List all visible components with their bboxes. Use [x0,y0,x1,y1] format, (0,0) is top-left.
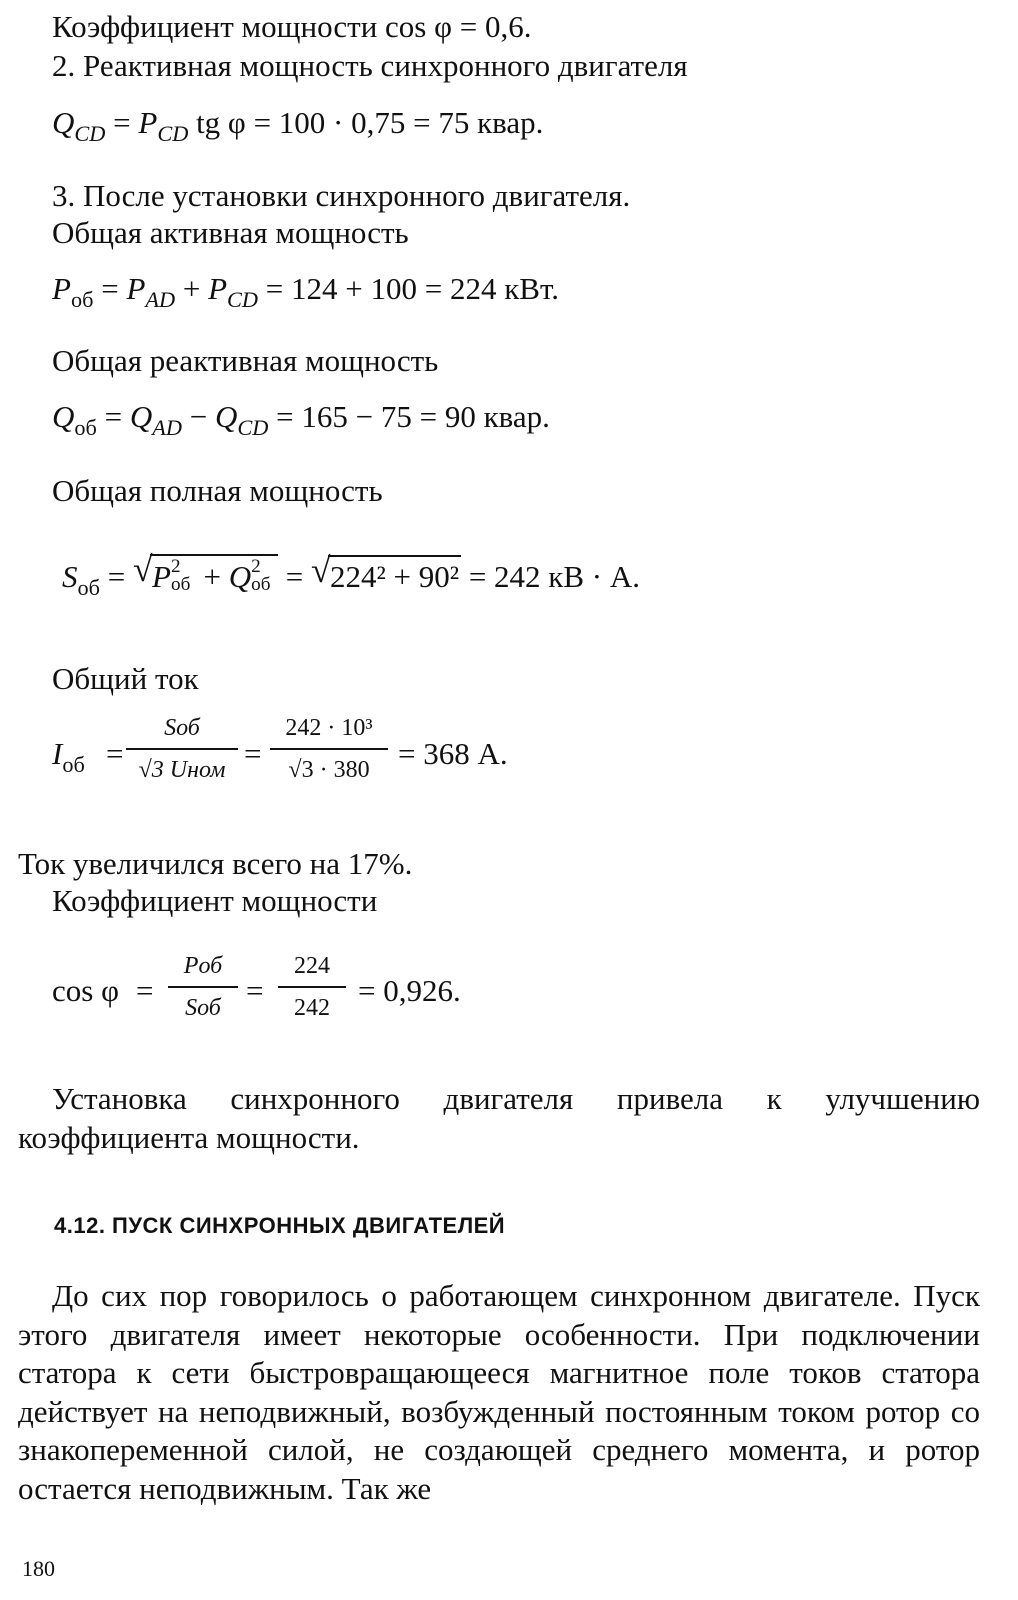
formula-lhs: cos φ [52,973,119,1008]
formula-qcd [52,104,543,153]
subscript: CD [74,120,106,146]
text-line: Ток увеличился всего на 17%. [18,846,413,881]
fraction [126,714,238,784]
conclusion-paragraph: Установка синхронного двигателя привела к улучшению коэффициента мощности. [18,1081,980,1155]
radicand [150,554,278,597]
denominator: √3 · 380 [288,757,370,783]
fraction-bar [126,748,238,750]
subscript: CD [227,286,259,312]
square-root [133,548,278,597]
numerator: Sоб [164,715,200,741]
sup-sub [251,556,276,595]
numerator: Pоб [183,953,223,979]
operator: − [182,399,216,434]
radical-sign: √ [133,548,153,589]
text-line: 2. Реактивная мощность синхронного двигателя [52,48,688,83]
radical-sign: √ [310,549,331,590]
text-line: Общая активная мощность [52,215,409,250]
superscript: 2 [251,556,261,578]
section-heading: 4.12. ПУСК СИНХРОННЫХ ДВИГАТЕЛЕЙ [54,1213,506,1238]
formula-pob [52,270,559,319]
operator: = [244,736,262,771]
text-line: Общая реактивная мощность [52,343,439,378]
subscript: AD [152,414,183,440]
text-line: Коэффициент мощности [52,883,378,918]
text-line: Общий ток [52,661,199,696]
operator: = [100,559,133,594]
subscript: об [170,573,191,595]
formula-qob [52,398,550,447]
formula-rest: tg φ = 100 · 0,75 = 75 квар. [188,105,544,140]
square-root [310,549,461,597]
fraction-bar [278,986,346,988]
formula-rest: = 242 кВ · А. [461,559,640,594]
symbol: S [62,559,78,594]
page-number: 180 [22,1556,55,1581]
operator: = [96,399,130,434]
body-paragraph: До сих пор говорилось о работающем синхронном двигателе. Пуск этого двигателя имеет некоторые особенности. При подключении статора к сети быстровращающееся магнитное поле токов статора действует на неподвижный, возбужденный постоянным током ротор со знакопеременной силой, не создающей среднего момента, и ротор остается неподвижным. Так же [18,1278,980,1506]
radicand: 224² + 90² [328,555,461,597]
text-line: 3. После установки синхронного двигателя. [52,178,631,213]
subscript: об [251,573,271,595]
formula-sob [62,548,640,607]
numerator: 224 [294,953,330,979]
text-line: Коэффициент мощности cos φ = 0,6. [52,9,532,44]
fraction-bar [168,986,238,988]
symbol: P [208,271,228,306]
denominator: Sоб [185,995,221,1021]
subscript: AD [145,286,176,312]
operator: + [195,559,229,594]
symbol: Q [228,559,252,594]
subscript: CD [157,120,189,146]
denominator: √3 Uном [138,757,226,783]
operator: = [277,559,311,594]
formula-rest: = 0,926. [358,973,461,1008]
symbol: Q [129,399,153,434]
symbol: P [152,559,171,594]
symbol: P [138,105,158,140]
formula-rest: = 124 + 100 = 224 кВт. [258,271,559,306]
denominator: 242 [294,995,330,1021]
fraction-bar [270,748,388,750]
subscript: об [74,414,97,440]
symbol: Q [52,105,75,140]
symbol: P [126,271,146,306]
symbol: Q [52,399,75,434]
operator: = [93,271,127,306]
operator: = [106,736,124,771]
fraction [168,952,238,1022]
symbol: I [52,736,63,771]
operator: = [136,973,154,1008]
operator: = [105,105,139,140]
operator: + [175,271,209,306]
formula-rest: = 368 А. [398,736,508,771]
subscript: об [62,751,85,777]
text-line: Общая полная мощность [52,473,383,508]
fraction [278,952,346,1022]
fraction [270,714,388,784]
subscript: об [70,286,94,312]
subscript: об [77,574,101,600]
formula-lhs [52,735,85,784]
formula-rest: = 165 − 75 = 90 квар. [268,399,550,434]
operator: = [246,973,264,1008]
subscript: CD [237,414,269,440]
sup-sub [170,556,196,595]
superscript: 2 [170,556,181,578]
symbol: P [52,271,71,306]
symbol: Q [215,399,238,434]
numerator: 242 · 10³ [285,715,373,741]
